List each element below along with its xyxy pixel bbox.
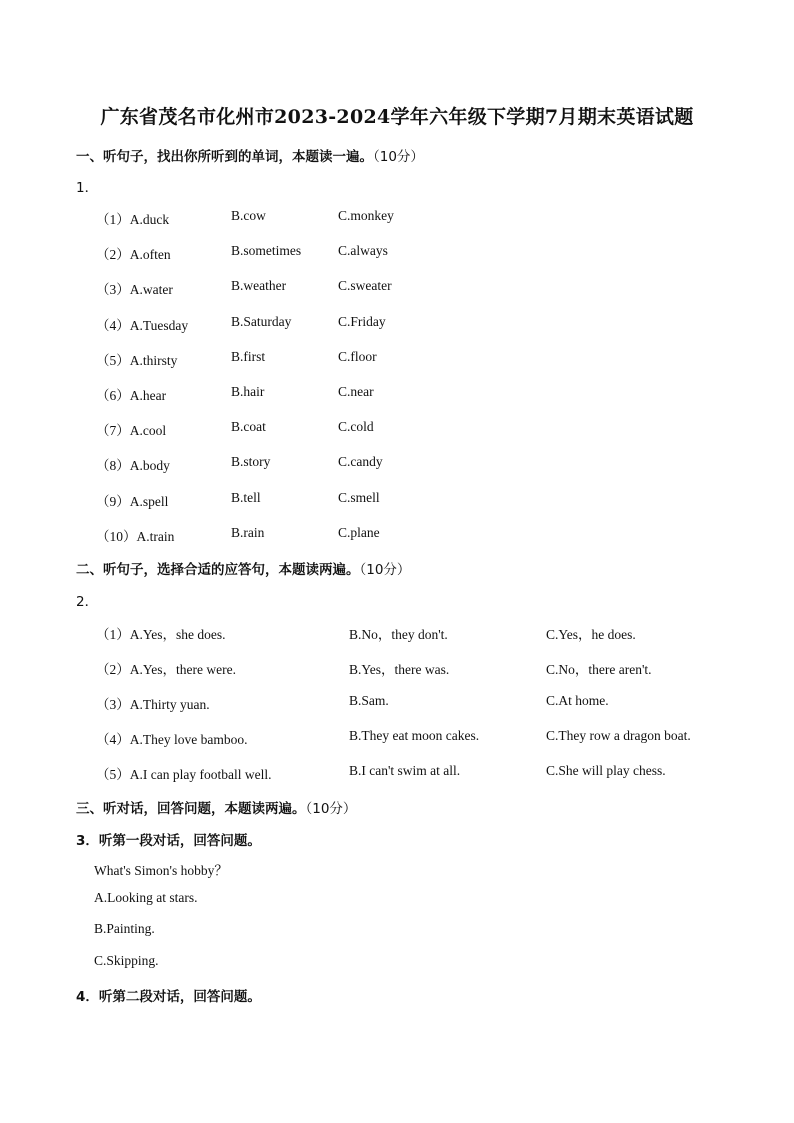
section-points: （10分）: [305, 801, 357, 817]
section-heading-text: 三、听对话，回答问题，本题读两遍。: [76, 801, 306, 817]
option-b: B.hair: [231, 384, 265, 399]
option-c: C.monkey: [338, 208, 394, 223]
option-b: B.No，they don't.: [349, 627, 448, 642]
question-3-option-b: B.Painting.: [94, 921, 155, 936]
option-a: （7）A.cool: [96, 423, 167, 439]
option-c: C.cold: [338, 419, 374, 435]
option-a: （3）A.water: [96, 282, 173, 298]
option-b: B.first: [231, 348, 266, 364]
option-c: C.plane: [338, 524, 380, 540]
option-b: B.story: [231, 454, 271, 470]
option-c: C.smell: [338, 489, 380, 505]
option-a: （2）A.often: [96, 247, 171, 263]
question-number-2: 2．: [76, 594, 99, 610]
question-4-label: 4．听第二段对话，回答问题。: [76, 989, 261, 1005]
option-a: （5）A.I can play football well.: [96, 767, 272, 782]
option-b: B.cow: [231, 208, 266, 223]
option-a: （4）A.Tuesday: [96, 317, 189, 333]
option-a: （5）A.thirsty: [96, 352, 178, 368]
option-c: C.They row a dragon boat.: [546, 728, 691, 743]
option-b: B.Saturday: [231, 313, 292, 329]
option-b: B.coat: [231, 419, 266, 435]
question-3-option-c: C.Skipping.: [94, 953, 159, 968]
option-c: C.floor: [338, 348, 377, 364]
option-b: B.They eat moon cakes.: [349, 728, 480, 743]
section-heading-text: 二、听句子，选择合适的应答句，本题读两遍。: [76, 562, 360, 578]
section-heading-part1: [76, 145, 424, 165]
section-heading-text: 一、听句子，找出你所听到的单词，本题读一遍。: [76, 149, 373, 165]
option-c: C.near: [338, 384, 374, 399]
option-b: B.rain: [231, 524, 265, 540]
option-b: B.sometimes: [231, 243, 302, 259]
page-title: 广东省茂名市化州市2023-2024学年六年级下学期7月期末英语试题: [100, 106, 694, 128]
option-c: C.always: [338, 243, 388, 259]
section-heading-part3: [76, 797, 356, 817]
option-a: （1）A.duck: [96, 212, 170, 227]
question-3-text: What's Simon's hobby？: [94, 863, 228, 878]
option-a: （8）A.body: [96, 458, 170, 474]
option-c: C.She will play chess.: [546, 763, 666, 778]
option-b: B.I can't swim at all.: [349, 763, 461, 778]
question-3-option-a: A.Looking at stars.: [94, 890, 198, 905]
option-a: （3）A.Thirty yuan.: [96, 697, 210, 712]
option-a: （4）A.They love bamboo.: [96, 732, 248, 747]
option-c: C.candy: [338, 454, 383, 470]
option-c: C.At home.: [546, 693, 609, 708]
option-a: （10）A.train: [96, 528, 175, 544]
option-b: B.weather: [231, 278, 287, 294]
question-3-label: 3．听第一段对话，回答问题。: [76, 833, 261, 849]
option-c: C.sweater: [338, 278, 392, 294]
option-a: （9）A.spell: [96, 493, 169, 509]
option-c: C.Friday: [338, 313, 386, 329]
option-b: B.Yes，there was.: [349, 662, 450, 677]
option-c: C.Yes，he does.: [546, 627, 636, 642]
section-heading-part2: [76, 558, 410, 578]
section-points: （10分）: [373, 149, 424, 165]
option-a: （6）A.hear: [96, 388, 167, 403]
option-a: （1）A.Yes，she does.: [96, 627, 226, 642]
option-b: B.tell: [231, 489, 261, 505]
option-a: （2）A.Yes，there were.: [96, 662, 236, 677]
option-c: C.No，there aren't.: [546, 662, 652, 677]
section-points: （10分）: [359, 562, 411, 578]
question-number-1: 1．: [76, 180, 99, 196]
option-b: B.Sam.: [349, 693, 389, 708]
